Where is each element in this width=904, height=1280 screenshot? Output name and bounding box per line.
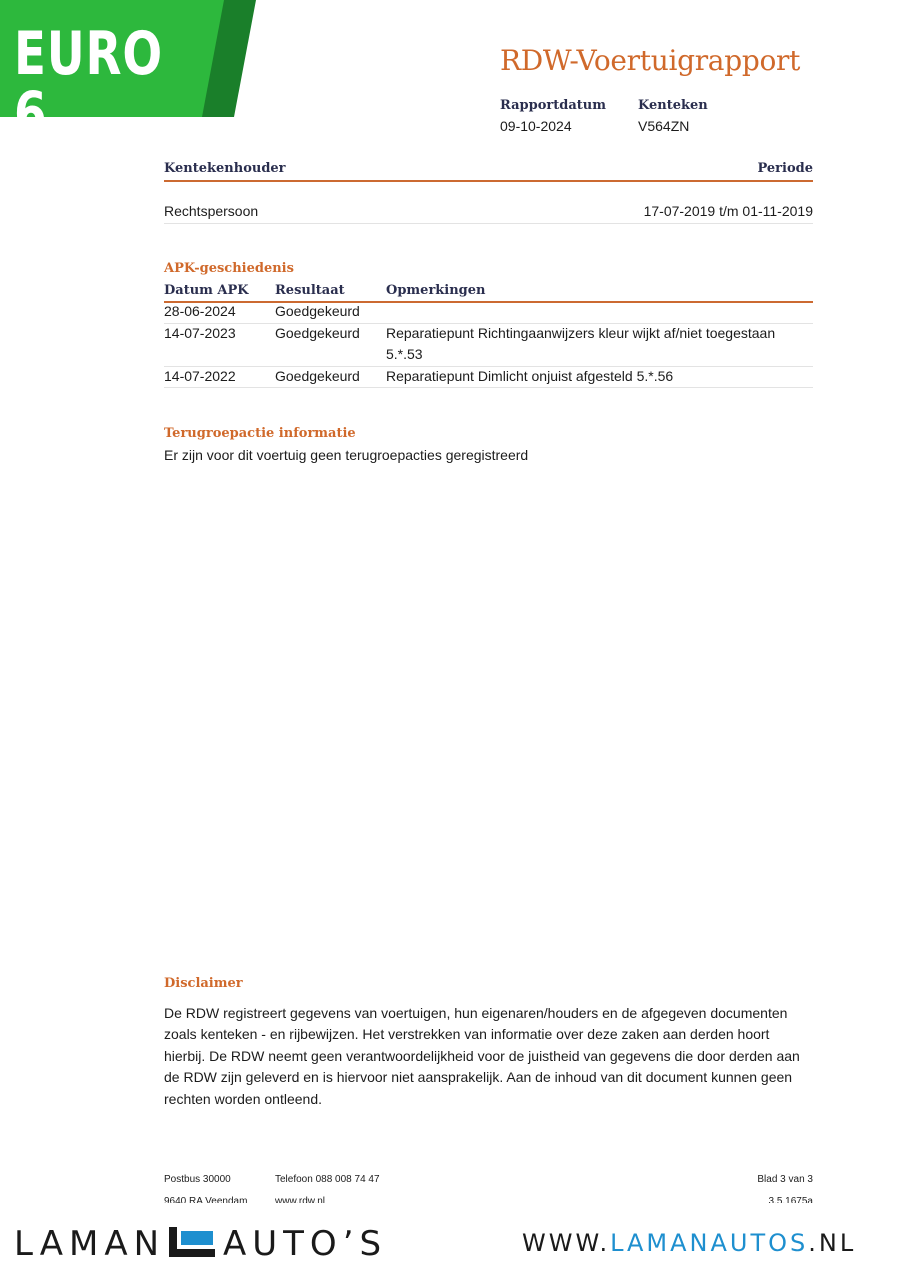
- url-highlight: LAMANAUTOS: [610, 1229, 809, 1257]
- apk-row-2-date: 14-07-2023: [164, 325, 236, 341]
- apk-row-3-date: 14-07-2022: [164, 368, 236, 384]
- apk-title: APK-geschiedenis: [164, 261, 294, 276]
- holder-value: Rechtspersoon: [164, 203, 259, 219]
- euro-badge-text: EURO 6: [14, 19, 163, 149]
- footer-phone: Telefoon 088 008 74 47: [275, 1174, 380, 1185]
- apk-row-1-date: 28-06-2024: [164, 303, 236, 319]
- report-title: RDW-Voertuigrapport: [500, 44, 801, 77]
- footer-page: Blad 3 van 3: [757, 1174, 813, 1185]
- period-header: Periode: [757, 161, 813, 176]
- holder-row-rule: [164, 223, 813, 224]
- disclaimer-text: De RDW registreert gegevens van voertuigen, hun eigenaren/houders en de afgegeven documenten zoals kenteken - en rijbewijzen. Het verstrekken van informatie over deze zaken aan derden hoort hierbij. De RDW neemt geen verantwoordelijkheid voor de juistheid van gegevens die door derden aan de RDW zijn geleverd en is hiervoor niet aansprakelijk. Aan de inhoud van dit document kunnen geen rechten worden ontleend.: [164, 1005, 800, 1107]
- url-prefix: WWW.: [522, 1229, 611, 1257]
- logo-mark-icon: [169, 1227, 215, 1257]
- website-url: [522, 1229, 856, 1257]
- recall-title: Terugroepactie informatie: [164, 426, 356, 441]
- logo-word-autos: AUTO’S: [223, 1224, 388, 1264]
- plate-value: V564ZN: [638, 118, 690, 134]
- apk-col-remarks: Opmerkingen: [386, 283, 486, 298]
- laman-autos-logo: [14, 1224, 387, 1264]
- apk-row-1-result: Goedgekeurd: [275, 303, 360, 319]
- plate-label: Kenteken: [638, 98, 708, 113]
- footer-postbus: Postbus 30000: [164, 1174, 231, 1185]
- period-value: 17-07-2019 t/m 01-11-2019: [643, 203, 813, 219]
- euro-6-badge: [0, 0, 256, 149]
- apk-row-2-result: Goedgekeurd: [275, 325, 360, 341]
- footer-web: www.rdw.nl: [275, 1196, 326, 1203]
- logo-word-laman: LAMAN: [14, 1224, 166, 1264]
- recall-text: Er zijn voor dit voertuig geen terugroepacties geregistreerd: [164, 447, 529, 463]
- report-date-value: 09-10-2024: [500, 118, 572, 134]
- apk-header-rule: [164, 301, 813, 303]
- disclaimer-title: Disclaimer: [164, 976, 243, 991]
- apk-col-result: Resultaat: [275, 283, 345, 298]
- apk-row-3-result: Goedgekeurd: [275, 368, 360, 384]
- apk-row-rule: [164, 387, 813, 388]
- footer-cut-line: [0, 1194, 904, 1203]
- report-date-label: Rapportdatum: [500, 98, 606, 113]
- apk-row-2-remarks: Reparatiepunt Richtingaanwijzers kleur wijkt af/niet toegestaan 5.*.53: [386, 325, 776, 362]
- apk-col-date: Datum APK: [164, 283, 249, 298]
- holder-header: Kentekenhouder: [164, 161, 286, 176]
- footer-code: 3.5.1675a: [768, 1196, 813, 1203]
- footer-city: 9640 RA Veendam: [164, 1196, 248, 1203]
- url-suffix: .NL: [808, 1229, 857, 1257]
- apk-row-3-remarks: Reparatiepunt Dimlicht onjuist afgesteld 5.*.56: [386, 368, 674, 384]
- holder-header-rule: [164, 180, 813, 182]
